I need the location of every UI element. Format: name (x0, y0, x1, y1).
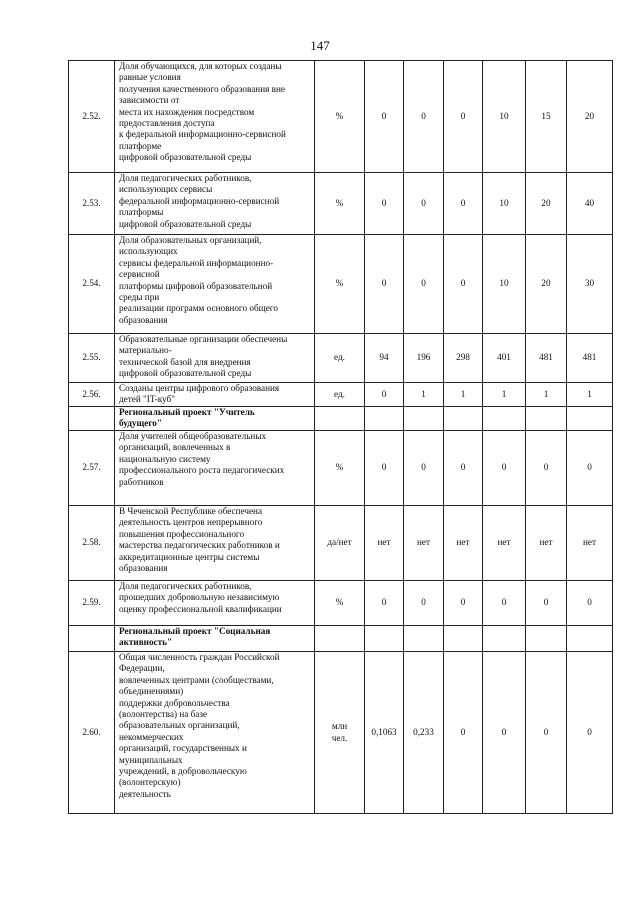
description-line: технической базой для внедрения (119, 356, 251, 367)
row-number-cell: 2.60. (69, 652, 115, 814)
value-cell-4 (483, 626, 526, 652)
value-cell-4: 401 (483, 334, 526, 383)
description-line: Федерации, (119, 663, 165, 674)
description-line: платформы цифровой образовательной (119, 280, 273, 291)
description-line: места их нахождения посредством (119, 106, 255, 117)
value-cell-6: 40 (567, 173, 613, 235)
value-cell-5 (526, 626, 567, 652)
value-cell-1: 0 (365, 431, 404, 506)
value-cell-6: 30 (567, 235, 613, 334)
value-cell-2: 0 (404, 431, 444, 506)
table-row (69, 431, 613, 506)
value-cell-4: 0 (483, 581, 526, 626)
value-cell-1: 94 (365, 334, 404, 383)
value-cell-6: нет (567, 506, 613, 581)
value-cell-5: 0 (526, 431, 567, 506)
value-cell-1 (365, 407, 404, 431)
indicator-description-cell (115, 235, 315, 334)
value-cell-3: нет (444, 506, 483, 581)
description-line: реализации программ основного общего (119, 303, 278, 314)
unit-cell: % (315, 581, 365, 626)
indicator-description-cell (115, 652, 315, 814)
description-line: аккредитационные центры системы (119, 551, 260, 562)
value-cell-4: 0 (483, 652, 526, 814)
description-line: деятельность центров непрерывного (119, 517, 263, 528)
description-line: зависимости от (119, 95, 180, 106)
unit-cell: да/нет (315, 506, 365, 581)
description-line: сервисы федеральной информационно- (119, 257, 274, 268)
value-cell-5: 1 (526, 383, 567, 407)
description-line: цифровой образовательной среды (119, 152, 252, 163)
description-line: учреждений, в добровольческую (119, 766, 247, 777)
description-line: В Чеченской Республике обеспечена (119, 506, 263, 516)
description-line: платформе (119, 140, 162, 151)
value-cell-6: 0 (567, 431, 613, 506)
table-row (69, 581, 613, 626)
value-cell-3: 0 (444, 173, 483, 235)
section-title-cell (115, 407, 315, 431)
value-cell-6: 0 (567, 652, 613, 814)
unit-cell (315, 626, 365, 652)
value-cell-4: 1 (483, 383, 526, 407)
value-cell-2: 0 (404, 173, 444, 235)
description-line: материально- (119, 345, 172, 356)
value-cell-3: 298 (444, 334, 483, 383)
value-cell-6: 0 (567, 581, 613, 626)
unit-cell: % (315, 431, 365, 506)
row-number-cell (69, 626, 115, 652)
row-number-cell (69, 407, 115, 431)
value-cell-2: 0 (404, 61, 444, 173)
description-line: федеральной информационно-сервисной (119, 195, 280, 206)
value-cell-4 (483, 407, 526, 431)
description-line: получения качественного образования вне (119, 83, 285, 94)
value-cell-5: 0 (526, 581, 567, 626)
description-line: Образовательные организации обеспечены (119, 334, 288, 344)
description-line: равные условия (119, 72, 181, 83)
value-cell-5: 15 (526, 61, 567, 173)
description-line: Созданы центры цифрового образования (119, 383, 280, 393)
value-cell-6: 481 (567, 334, 613, 383)
value-cell-4: нет (483, 506, 526, 581)
description-line: цифровой образовательной среды (119, 368, 252, 379)
value-cell-6: 1 (567, 383, 613, 407)
unit-cell: % (315, 173, 365, 235)
description-line: использующих (119, 246, 178, 257)
value-cell-4: 10 (483, 61, 526, 173)
value-cell-3: 0 (444, 431, 483, 506)
description-line: Доля педагогических работников, (119, 173, 252, 183)
indicator-description-cell (115, 431, 315, 506)
value-cell-5: нет (526, 506, 567, 581)
value-cell-2: 1 (404, 383, 444, 407)
value-cell-5: 20 (526, 173, 567, 235)
row-number-cell: 2.54. (69, 235, 115, 334)
description-line: предоставления доступа (119, 118, 215, 129)
value-cell-6 (567, 626, 613, 652)
description-line: (волонтерскую) (119, 777, 181, 788)
value-cell-3: 0 (444, 652, 483, 814)
value-cell-1: 0,1063 (365, 652, 404, 814)
value-cell-1: 0 (365, 383, 404, 407)
value-cell-3 (444, 407, 483, 431)
indicator-description-cell (115, 173, 315, 235)
unit-cell: % (315, 61, 365, 173)
description-line: объединениями) (119, 686, 184, 697)
description-line: организаций, вовлеченных в (119, 442, 231, 453)
description-line: прошедших добровольную независимую (119, 592, 280, 603)
description-line: деятельность (119, 788, 171, 799)
indicator-description-cell (115, 61, 315, 173)
value-cell-1: 0 (365, 61, 404, 173)
description-line: организаций, государственных и (119, 743, 247, 754)
description-line: активность" (119, 637, 173, 648)
description-line: мастерства педагогических работников и (119, 540, 280, 551)
description-line: национальную систему (119, 453, 211, 464)
section-row (69, 407, 613, 431)
table-row (69, 173, 613, 235)
value-cell-1: 0 (365, 235, 404, 334)
value-cell-5 (526, 407, 567, 431)
description-line: муниципальных (119, 754, 183, 765)
value-cell-3: 0 (444, 581, 483, 626)
description-line: поддержки добровольчества (119, 697, 230, 708)
description-line: Региональный проект "Учитель (119, 407, 255, 417)
description-line: Доля образовательных организаций, (119, 235, 262, 245)
table-row (69, 383, 613, 407)
description-line: среды при (119, 292, 160, 303)
description-line: повышения профессионального (119, 528, 245, 539)
unit-cell (315, 407, 365, 431)
section-row (69, 626, 613, 652)
row-number-cell: 2.58. (69, 506, 115, 581)
description-line: образования (119, 563, 168, 574)
value-cell-4: 10 (483, 173, 526, 235)
value-cell-5: 0 (526, 652, 567, 814)
description-line: работников (119, 476, 164, 487)
description-line: Доля обучающихся, для которых созданы (119, 61, 282, 71)
description-line: профессионального роста педагогических (119, 465, 285, 476)
indicator-description-cell (115, 334, 315, 383)
value-cell-2: 0 (404, 581, 444, 626)
description-line: будущего" (119, 418, 162, 429)
unit-cell: ед. (315, 383, 365, 407)
value-cell-4: 10 (483, 235, 526, 334)
unit-cell: % (315, 235, 365, 334)
table-body (69, 61, 613, 814)
value-cell-2: 0,233 (404, 652, 444, 814)
description-line: к федеральной информационно-сервисной (119, 129, 286, 140)
value-cell-2: нет (404, 506, 444, 581)
value-cell-2: 196 (404, 334, 444, 383)
description-line: детей "IT-куб" (119, 394, 175, 405)
description-line: вовлеченных центрами (сообществами, (119, 674, 274, 685)
row-number-cell: 2.53. (69, 173, 115, 235)
value-cell-1: 0 (365, 581, 404, 626)
description-line: Доля учителей общеобразовательных (119, 431, 267, 441)
description-line: Региональный проект "Социальная (119, 626, 271, 636)
value-cell-3: 0 (444, 235, 483, 334)
description-line: некоммерческих (119, 731, 184, 742)
table-row (69, 235, 613, 334)
description-line: использующих сервисы (119, 184, 213, 195)
value-cell-2: 0 (404, 235, 444, 334)
row-number-cell: 2.59. (69, 581, 115, 626)
section-title-cell (115, 626, 315, 652)
table-row (69, 61, 613, 173)
row-number-cell: 2.56. (69, 383, 115, 407)
value-cell-5: 481 (526, 334, 567, 383)
table-row (69, 334, 613, 383)
description-line: сервисной (119, 269, 160, 280)
description-line: Общая численность граждан Российской (119, 652, 280, 662)
row-number-cell: 2.57. (69, 431, 115, 506)
description-line: Доля педагогических работников, (119, 581, 252, 591)
value-cell-2 (404, 407, 444, 431)
description-line: образования (119, 314, 168, 325)
table-row (69, 652, 613, 814)
value-cell-2 (404, 626, 444, 652)
value-cell-3: 0 (444, 61, 483, 173)
description-line: платформы (119, 207, 164, 218)
value-cell-6 (567, 407, 613, 431)
row-number-cell: 2.52. (69, 61, 115, 173)
value-cell-4: 0 (483, 431, 526, 506)
indicator-description-cell (115, 506, 315, 581)
description-line: оценку профессиональной квалификации (119, 603, 282, 614)
value-cell-3 (444, 626, 483, 652)
description-line: (волонтерства) на базе (119, 709, 208, 720)
unit-cell: млн чел. (315, 652, 365, 814)
row-number-cell: 2.55. (69, 334, 115, 383)
page-number: 147 (310, 38, 330, 53)
unit-cell: ед. (315, 334, 365, 383)
indicators-table (68, 60, 613, 814)
value-cell-6: 20 (567, 61, 613, 173)
description-line: образовательных организаций, (119, 720, 240, 731)
value-cell-3: 1 (444, 383, 483, 407)
indicator-description-cell (115, 581, 315, 626)
table-row (69, 506, 613, 581)
value-cell-5: 20 (526, 235, 567, 334)
value-cell-1: нет (365, 506, 404, 581)
indicator-description-cell (115, 383, 315, 407)
value-cell-1: 0 (365, 173, 404, 235)
value-cell-1 (365, 626, 404, 652)
description-line: цифровой образовательной среды (119, 218, 252, 229)
